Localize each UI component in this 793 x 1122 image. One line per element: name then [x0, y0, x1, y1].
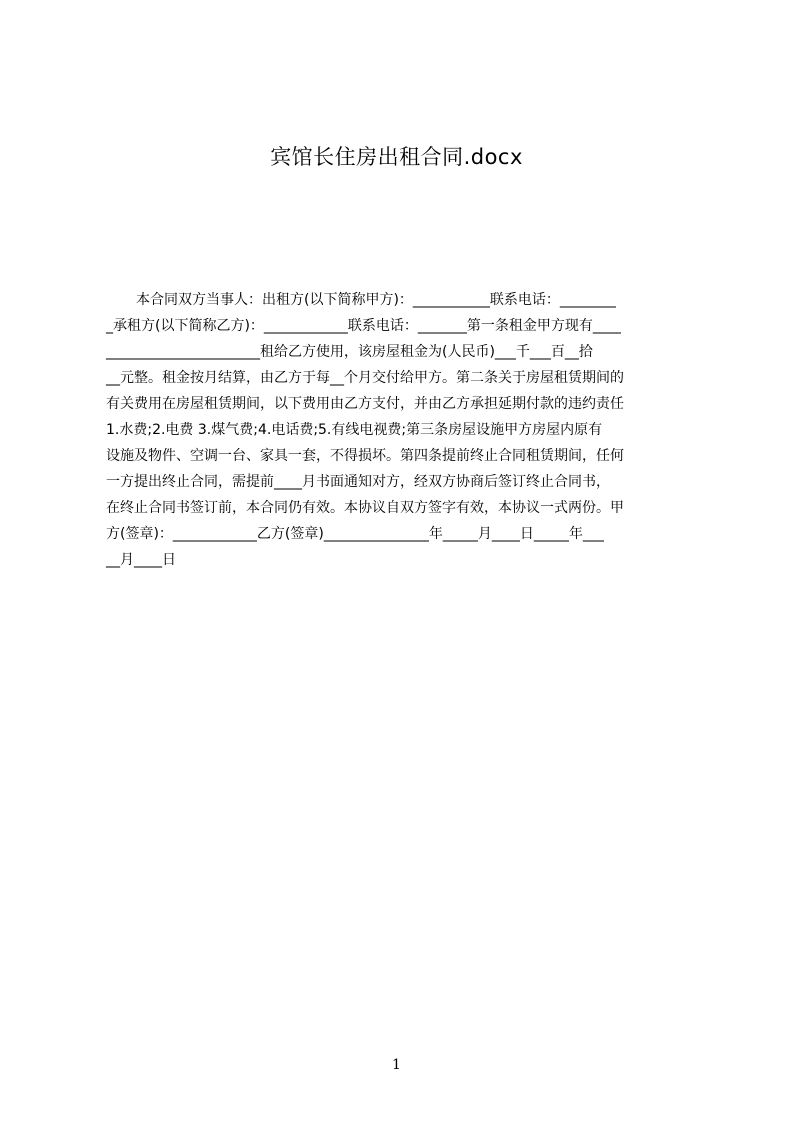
contract-body — [106, 287, 706, 573]
body-line: 设施及物件、空调一台、家具一套，不得损坏。第四条提前终止合同租赁期间，任何 — [106, 448, 624, 464]
body-line: ______________________租给乙方使用，该房屋租金为(人民币)___千___百__拾 — [106, 344, 593, 360]
body-line: 1.水费;2.电费 3.煤气费;4.电话费;5.有线电视费;第三条房屋设施甲方房屋内原有 — [106, 422, 603, 438]
page-number: 1 — [392, 1057, 401, 1073]
body-line: _承租方(以下简称乙方)：____________联系电话：_______第一条租金甲方现有____ — [106, 318, 621, 334]
body-line: 本合同双方当事人：出租方(以下简称甲方)：___________联系电话：________ — [136, 292, 616, 308]
document-title: 宾馆长住房出租合同.docx — [270, 145, 523, 169]
body-line: 在终止合同书签订前，本合同仍有效。本协议自双方签字有效，本协议一式两份。甲 — [106, 500, 624, 516]
body-line: __月____日 — [106, 552, 176, 568]
body-line: __元整。租金按月结算，由乙方于每__个月交付给甲方。第二条关于房屋租赁期间的 — [106, 370, 624, 386]
body-line: 一方提出终止合同，需提前____月书面通知对方，经双方协商后签订终止合同书， — [106, 474, 610, 490]
body-line: 有关费用在房屋租赁期间，以下费用由乙方支付，并由乙方承担延期付款的违约责任 — [106, 396, 624, 412]
body-line: 方(签章)：____________乙方(签章)_______________年_____月____日_____年___ — [106, 526, 604, 542]
